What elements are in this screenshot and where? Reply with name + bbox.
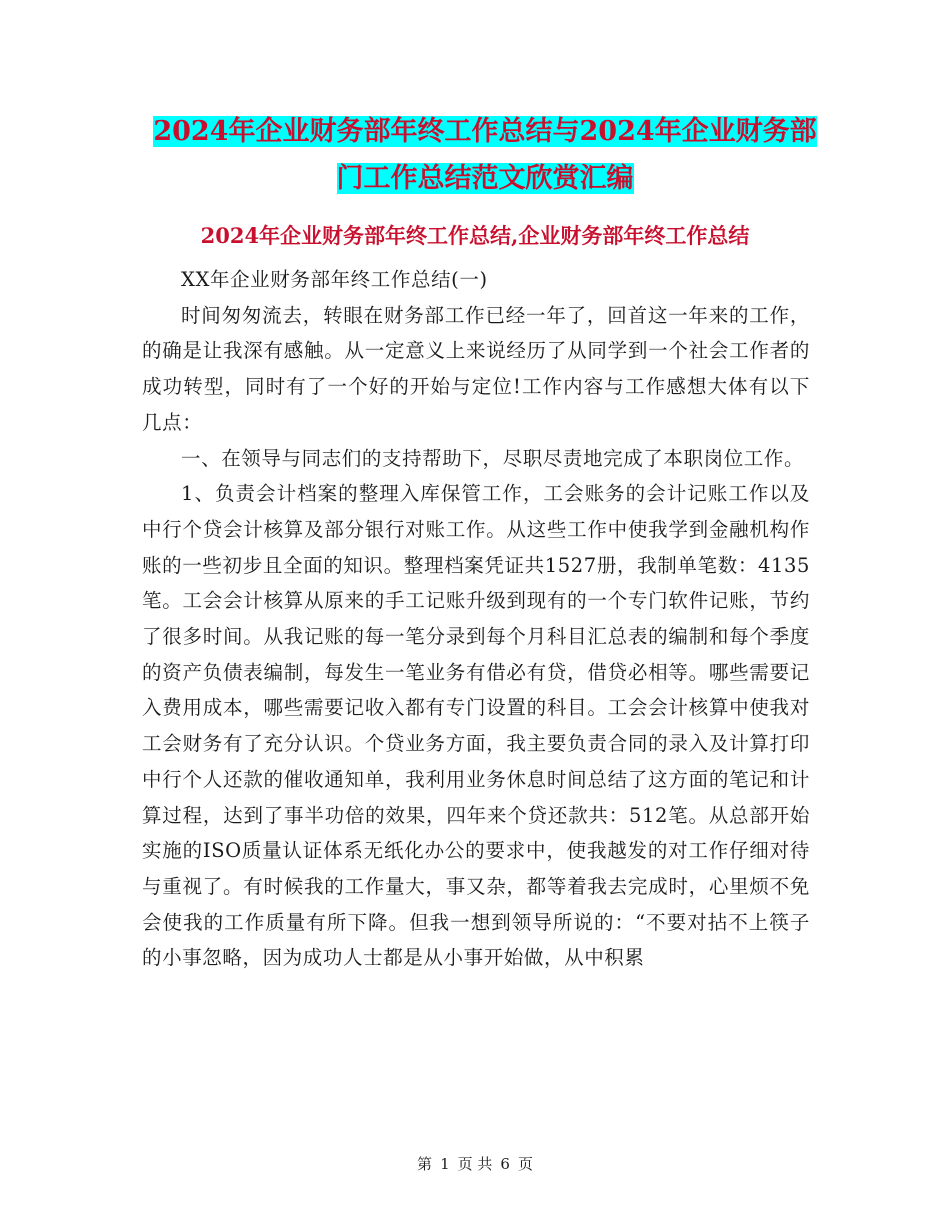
page-number-footer bbox=[0, 1153, 950, 1174]
paragraph: 时间匆匆流去，转眼在财务部工作已经一年了，回首这一年来的工作，的确是让我深有感触。从一定意义上来说经历了从同学到一个社会工作者的成功转型，同时有了一个好的开始与定位!工作内容与工作感想大体有以下几点： bbox=[142, 303, 810, 434]
document-title-text: 2024年企业财务部年终工作总结与2024年企业财务部门工作总结范文欣赏汇编 bbox=[153, 116, 817, 194]
document-subtitle: 2024年企业财务部年终工作总结,企业财务部年终工作总结 bbox=[200, 223, 750, 248]
page-label-suffix: 页 bbox=[517, 1155, 533, 1173]
document-title bbox=[145, 108, 825, 202]
page-label-prefix: 第 bbox=[417, 1155, 433, 1173]
document-body bbox=[142, 262, 810, 976]
paragraph: 1、负责会计档案的整理入库保管工作，工会账务的会计记账工作以及中行个贷会计核算及部分银行对账工作。从这些工作中使我学到金融机构作账的一些初步且全面的知识。整理档案凭证共1527册，我制单笔数：4135笔。工会会计核算从原来的手工记账升级到现有的一个专门软件记账，节约了很多时间。从我记账的每一笔分录到每个月科目汇总表的编制和每个季度的资产负债表编制，每发生一笔业务有借必有贷，借贷必相等。哪些需要记入费用成本，哪些需要记收入都有专门设置的科目。工会会计核算中使我对工会财务有了充分认识。个贷业务方面，我主要负责合同的录入及计算打印中行个人还款的催收通知单，我利用业务休息时间总结了这方面的笔记和计算过程，达到了事半功倍的效果，四年来个贷还款共：512笔。从总部开始实施的ISO质量认证体系无纸化办公的要求中，使我越发的对工作仔细对待与重视了。有时候我的工作量大，事又杂，都等着我去完成时，心里烦不免会使我的工作质量有所下降。但我一想到领导所说的：“不要对拈不上筷子的小事忽略，因为成功人士都是从小事开始做，从中积累 bbox=[142, 482, 810, 970]
paragraph-heading: XX年企业财务部年终工作总结(一) bbox=[181, 268, 488, 291]
current-page-number: 1 bbox=[440, 1155, 450, 1173]
total-page-count: 6 bbox=[500, 1155, 510, 1173]
paragraph: 一、在领导与同志们的支持帮助下，尽职尽责地完成了本职岗位工作。 bbox=[181, 446, 805, 470]
page-label-middle: 页 共 bbox=[457, 1155, 493, 1173]
